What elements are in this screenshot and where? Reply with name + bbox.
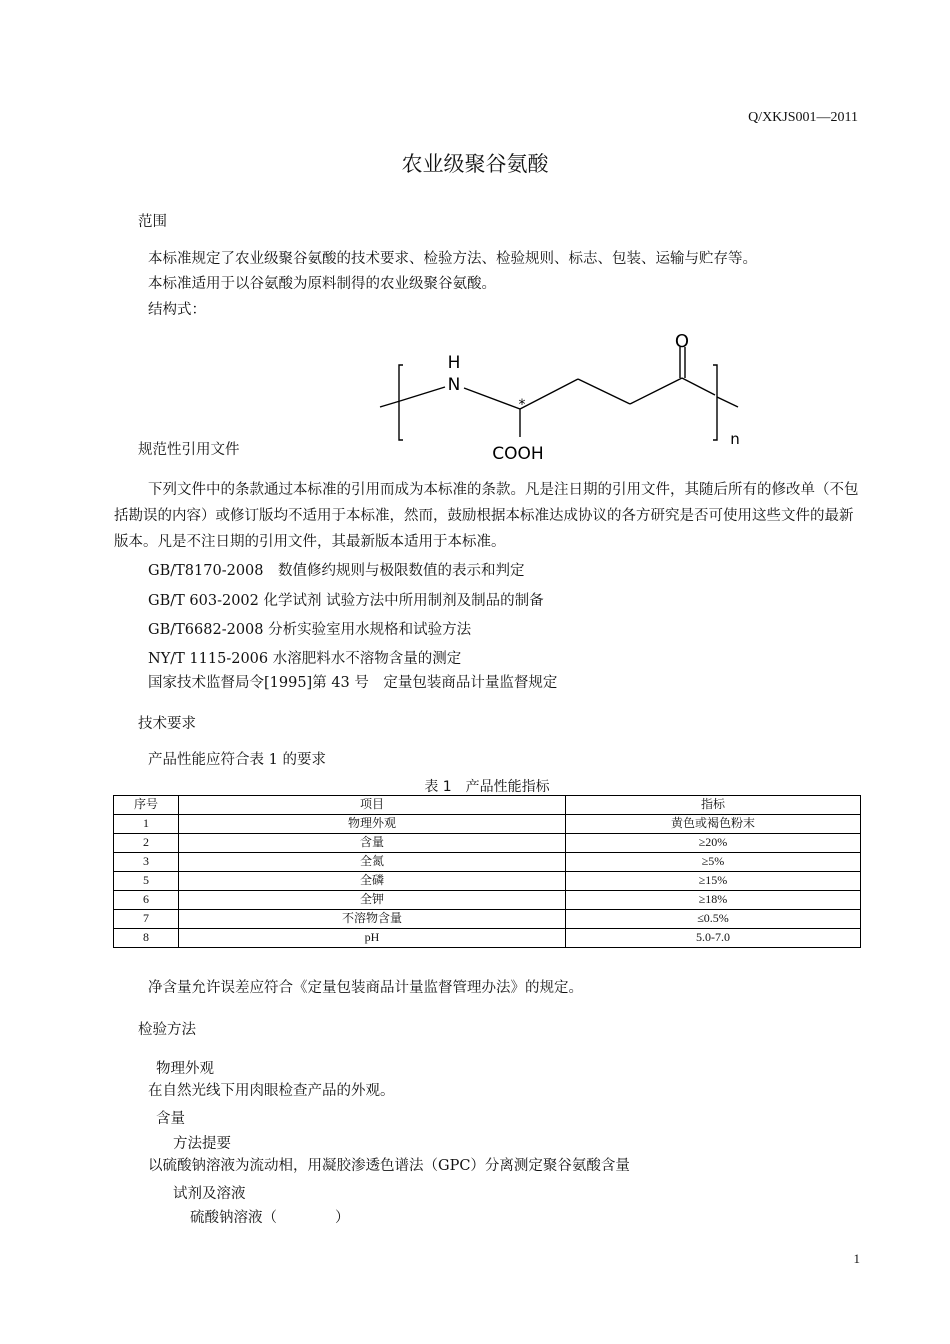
atom-nitrogen: N xyxy=(447,375,461,395)
scope-line-1: 本标准规定了农业级聚谷氨酸的技术要求、检验方法、检验规则、标志、包装、运输与贮存等。 xyxy=(148,251,757,267)
table-cell: 7 xyxy=(114,910,179,929)
table-caption: 表 1 产品性能指标 xyxy=(424,779,550,795)
heading-technical-requirements: 技术要求 xyxy=(138,716,196,732)
normative-paragraph: 下列文件中的条款通过本标准的引用而成为本标准的条款。凡是注日期的引用文件，其随后所有的修改单（不包括勘误的内容）或修订版均不适用于本标准，然而，鼓励根据本标准达成协议的各方研究是否可使用这些文件的最新版本。凡是不注日期的引用文件，其最新版本适用于本标准。 xyxy=(114,482,859,550)
table-cell: 不溶物含量 xyxy=(179,910,566,929)
bond-to-n xyxy=(400,387,445,401)
document-title: 农业级聚谷氨酸 xyxy=(401,152,549,176)
spec-table xyxy=(113,795,861,948)
table-cell: 5 xyxy=(114,872,179,891)
bond-c-c2 xyxy=(578,379,630,404)
reagent-item: 硫酸钠溶液（ ） xyxy=(190,1210,350,1226)
structural-formula xyxy=(370,325,750,465)
table-cell: ≥20% xyxy=(566,834,861,853)
table-cell: 6 xyxy=(114,891,179,910)
appearance-text: 在自然光线下用肉眼检查产品的外观。 xyxy=(148,1083,395,1099)
net-content-note: 净含量允许误差应符合《定量包装商品计量监督管理办法》的规定。 xyxy=(148,980,583,996)
table-row xyxy=(114,910,861,929)
table-cell: ≥15% xyxy=(566,872,861,891)
page-number: 1 xyxy=(853,1251,860,1266)
structure-label: 结构式： xyxy=(148,302,206,318)
table-cell: 全钾 xyxy=(179,891,566,910)
heading-principle: 方法提要 xyxy=(173,1136,231,1152)
atom-hydrogen: H xyxy=(447,353,461,373)
header-cell: 项目 xyxy=(179,796,566,815)
table-cell: 2 xyxy=(114,834,179,853)
table-cell: 物理外观 xyxy=(179,815,566,834)
table-cell: ≥18% xyxy=(566,891,861,910)
table-row xyxy=(114,929,861,948)
bond-left-terminal xyxy=(380,401,400,407)
header-cell: 指标 xyxy=(566,796,861,815)
table-cell: pH xyxy=(179,929,566,948)
table-cell: ≤0.5% xyxy=(566,910,861,929)
repeat-subscript: n xyxy=(730,430,740,448)
table-cell: ≥5% xyxy=(566,853,861,872)
table-cell: 8 xyxy=(114,929,179,948)
bond-n-calpha xyxy=(464,388,520,409)
bracket-right xyxy=(713,365,717,440)
heading-scope: 范围 xyxy=(138,214,167,230)
heading-normative-references: 规范性引用文件 xyxy=(138,442,240,458)
principle-text: 以硫酸钠溶液为流动相，用凝胶渗透色谱法（GPC）分离测定聚谷氨酸含量 xyxy=(148,1158,630,1174)
table-row xyxy=(114,853,861,872)
bond-right-terminal xyxy=(717,397,738,407)
table-row xyxy=(114,891,861,910)
reference-item: GB/T 603-2002 化学试剂 试验方法中所用制剂及制品的制备 xyxy=(148,593,544,609)
table-cell: 5.0-7.0 xyxy=(566,929,861,948)
table-cell: 黄色或褐色粉末 xyxy=(566,815,861,834)
heading-appearance: 物理外观 xyxy=(156,1061,214,1077)
atom-oxygen: O xyxy=(674,331,690,352)
chiral-asterisk: * xyxy=(518,397,526,413)
heading-content: 含量 xyxy=(156,1111,185,1127)
bond-c-c1 xyxy=(520,379,578,409)
reference-item: GB/T8170-2008 数值修约规则与极限数值的表示和判定 xyxy=(148,563,525,579)
heading-test-methods: 检验方法 xyxy=(138,1022,196,1038)
table-cell: 全氮 xyxy=(179,853,566,872)
table-cell: 1 xyxy=(114,815,179,834)
table-row xyxy=(114,872,861,891)
table-row xyxy=(114,815,861,834)
bond-to-right xyxy=(682,378,715,395)
table-cell: 全磷 xyxy=(179,872,566,891)
table-header-row xyxy=(114,796,861,815)
document-code: Q/XKJS001—2011 xyxy=(748,110,858,125)
reference-item: NY/T 1115-2006 水溶肥料水不溶物含量的测定 xyxy=(148,651,462,667)
heading-reagents: 试剂及溶液 xyxy=(173,1186,246,1202)
header-cell: 序号 xyxy=(114,796,179,815)
requirements-intro: 产品性能应符合表 1 的要求 xyxy=(148,752,326,768)
table-row xyxy=(114,834,861,853)
bond-c-c3 xyxy=(630,378,682,404)
reference-item: GB/T6682-2008 分析实验室用水规格和试验方法 xyxy=(148,622,472,638)
scope-line-2: 本标准适用于以谷氨酸为原料制得的农业级聚谷氨酸。 xyxy=(148,276,496,292)
table-cell: 3 xyxy=(114,853,179,872)
table-cell: 含量 xyxy=(179,834,566,853)
bracket-left xyxy=(399,365,403,440)
group-carboxyl: COOH xyxy=(492,444,544,464)
reference-item: 国家技术监督局令[1995]第 43 号 定量包装商品计量监督规定 xyxy=(148,675,558,691)
